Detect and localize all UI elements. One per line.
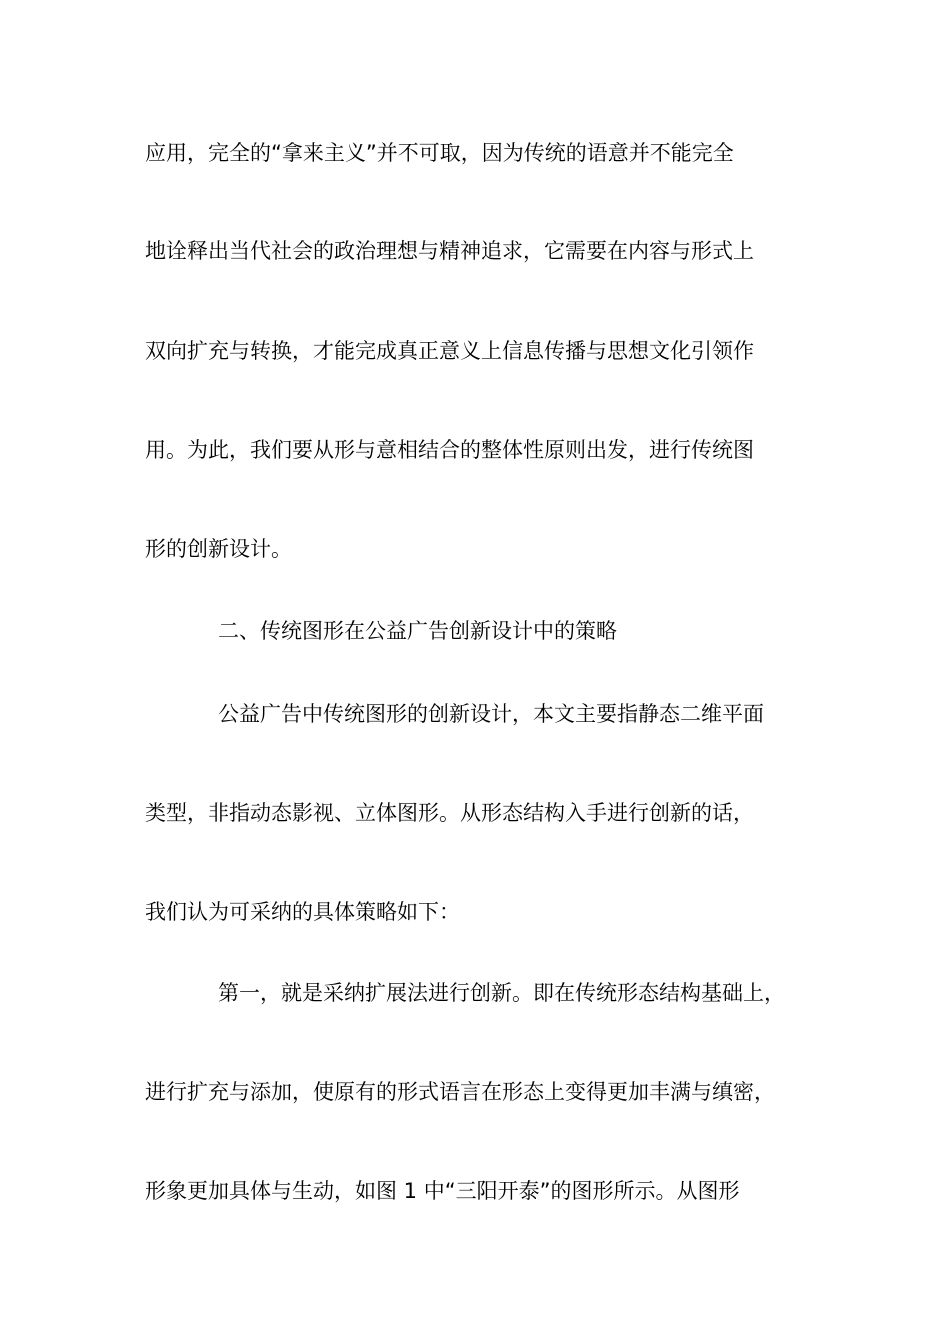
paragraph-line: 类型，非指动态影视、立体图形。从形态结构入手进行创新的话， (145, 801, 754, 825)
paragraph-line: 我们认为可采纳的具体策略如下： (145, 900, 460, 924)
paragraph-line: 形象更加具体与生动，如图 1 中“三阳开泰”的图形所示。从图形 (145, 1179, 740, 1203)
paragraph-line: 进行扩充与添加，使原有的形式语言在形态上变得更加丰满与缜密， (145, 1080, 775, 1104)
paragraph-line: 双向扩充与转换，才能完成真正意义上信息传播与思想文化引领作 (145, 339, 754, 363)
paragraph-line: 公益广告中传统图形的创新设计，本文主要指静态二维平面 (218, 702, 764, 726)
paragraph-line: 第一，就是采纳扩展法进行创新。即在传统形态结构基础上， (218, 981, 785, 1005)
paragraph-line: 应用，完全的“拿来主义”并不可取，因为传统的语意并不能完全 (145, 141, 734, 165)
section-heading: 二、传统图形在公益广告创新设计中的策略 (218, 619, 617, 643)
paragraph-line: 地诠释出当代社会的政治理想与精神追求，它需要在内容与形式上 (145, 239, 754, 263)
paragraph-line: 用。为此，我们要从形与意相结合的整体性原则出发，进行传统图 (145, 438, 754, 462)
paragraph-line: 形的创新设计。 (145, 537, 292, 561)
